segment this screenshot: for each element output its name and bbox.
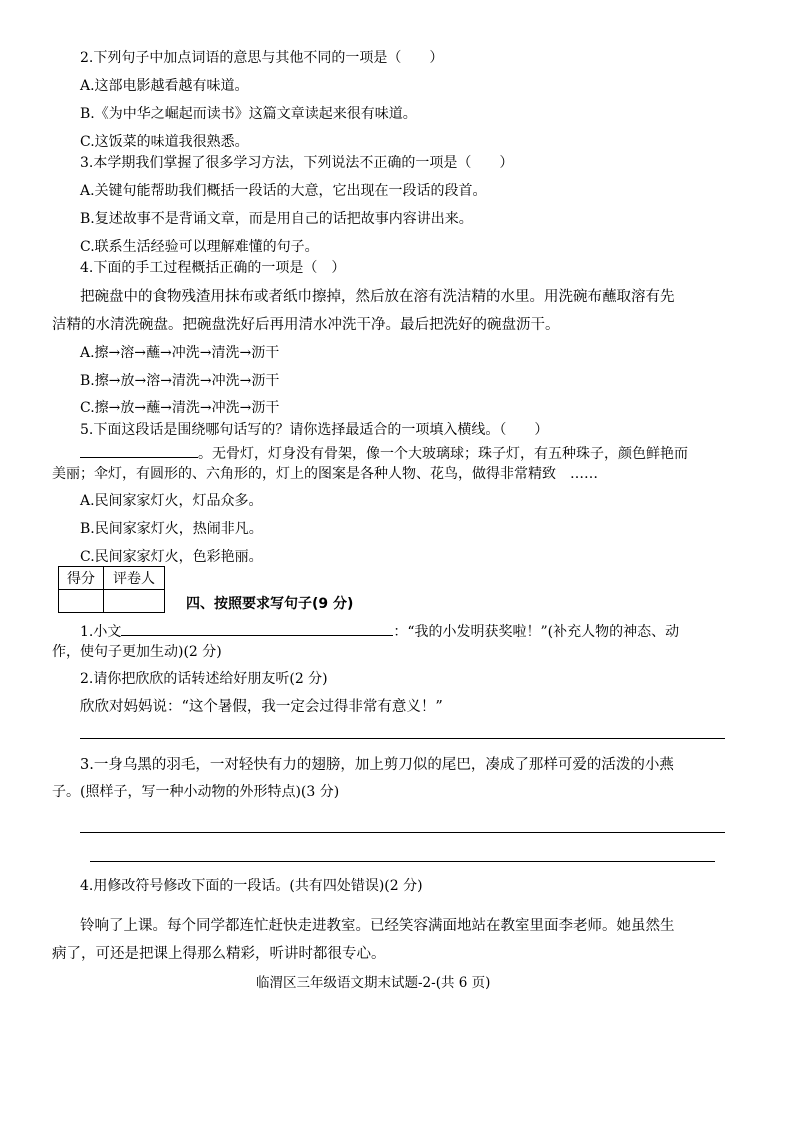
- grader-cell[interactable]: [104, 590, 165, 613]
- q2-option-c: C.这饭菜的味道我很熟悉。: [80, 134, 249, 150]
- score-label: 得分: [59, 567, 104, 590]
- s4-item1-line2: 作，使句子更加生动)(2 分): [52, 644, 222, 660]
- q3-option-b: B.复述故事不是背诵文章，而是用自己的话把故事内容讲出来。: [80, 211, 473, 227]
- s4-item2-quote: 欣欣对妈妈说：“这个暑假，我一定会过得非常有意义！”: [80, 699, 443, 715]
- s4-item3-line1: 3.一身乌黑的羽毛，一对轻快有力的翅膀，加上剪刀似的尾巴，凑成了那样可爱的活泼的小燕: [80, 757, 674, 773]
- q4-option-c: C.擦→放→蘸→清洗→冲洗→沥干: [80, 400, 280, 416]
- s4-item3-answer-line-1[interactable]: [80, 832, 725, 833]
- q4-option-b: B.擦→放→溶→清洗→冲洗→沥干: [80, 373, 280, 389]
- q3-option-c: C.联系生活经验可以理解难懂的句子。: [80, 239, 319, 255]
- page-footer: 临渭区三年级语文期末试题-2-(共 6 页): [256, 975, 491, 991]
- score-cell[interactable]: [59, 590, 104, 613]
- q5-option-c: C.民间家家灯火，色彩艳丽。: [80, 549, 263, 565]
- q4-stem: 4.下面的手工过程概括正确的一项是（ ）: [80, 260, 346, 276]
- q5-option-a: A.民间家家灯火，灯品众多。: [80, 493, 263, 509]
- q2-option-a: A.这部电影越看越有味道。: [80, 78, 249, 94]
- q5-passage-text: 。无骨灯，灯身没有骨架，像一个大玻璃球；珠子灯，有五种珠子，颜色鲜艳而: [198, 446, 688, 462]
- q4-option-a: A.擦→溶→蘸→冲洗→清洗→沥干: [80, 345, 280, 361]
- section-title: 四、按照要求写句子(9 分): [186, 596, 354, 612]
- grader-label: 评卷人: [104, 567, 165, 590]
- s4-item4-stem: 4.用修改符号修改下面的一段话。(共有四处错误)(2 分): [80, 878, 423, 894]
- s4-item3-line2: 子。(照样子，写一种小动物的外形特点)(3 分): [52, 784, 340, 800]
- score-box: [58, 566, 165, 613]
- s4-item3-answer-line-2[interactable]: [90, 861, 715, 862]
- q5-option-b: B.民间家家灯火，热闹非凡。: [80, 521, 263, 537]
- s4-item4-passage-line2: 病了，可还是把课上得那么精彩，听讲时都很专心。: [52, 946, 386, 962]
- q3-option-a: A.关键句能帮助我们概括一段话的大意，它出现在一段话的段首。: [80, 183, 487, 199]
- q2-stem: 2.下列句子中加点词语的意思与其他不同的一项是（ ）: [80, 50, 444, 66]
- q5-passage-line2: 美丽；伞灯，有圆形的、六角形的，灯上的图案是各种人物、花鸟，做得非常精致 ……: [52, 466, 598, 482]
- q4-passage-line2: 洁精的水清洗碗盘。把碗盘洗好后再用清水冲洗干净。最后把洗好的碗盘沥干。: [52, 317, 560, 333]
- q4-passage-line1: 把碗盘中的食物残渣用抹布或者纸巾擦掉，然后放在溶有洗洁精的水里。用洗碗布蘸取溶有先: [80, 289, 675, 305]
- q5-stem: 5.下面这段话是围绕哪句话写的？请你选择最适合的一项填入横线。（ ）: [80, 422, 549, 438]
- s4-item2-stem: 2.请你把欣欣的话转述给好朋友听(2 分): [80, 671, 328, 687]
- q2-option-b: B.《为中华之崛起而读书》这篇文章读起来很有味道。: [80, 106, 417, 122]
- s4-item1-prefix: 1.小文: [80, 624, 122, 640]
- q5-answer-blank[interactable]: [80, 443, 198, 458]
- s4-item1-line1: [80, 621, 679, 641]
- s4-item1-suffix: ：“我的小发明获奖啦！”(补充人物的神态、动: [393, 624, 680, 640]
- s4-item1-blank[interactable]: [121, 621, 393, 636]
- q5-passage-line1: [80, 443, 688, 463]
- s4-item2-answer-line[interactable]: [80, 738, 725, 739]
- q3-stem: 3.本学期我们掌握了很多学习方法，下列说法不正确的一项是（ ）: [80, 155, 514, 171]
- s4-item4-passage-line1: 铃响了上课。每个同学都连忙赶快走进教室。已经笑容满面地站在教室里面李老师。她虽然生: [80, 918, 675, 934]
